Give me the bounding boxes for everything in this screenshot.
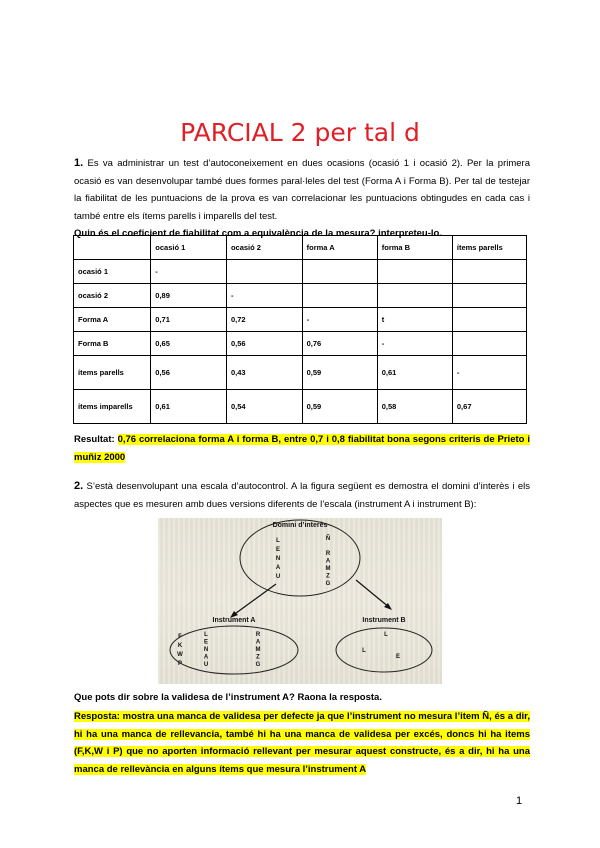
table-cell xyxy=(452,332,526,356)
table-row xyxy=(74,284,527,308)
diagram-letter: P xyxy=(177,661,183,667)
table-cell xyxy=(452,284,526,308)
question-2-prompt: Que pots dir sobre la validesa de l’instrument A? Raona la resposta. xyxy=(74,692,382,703)
diagram-letter: F xyxy=(178,634,182,640)
question-2-number: 2. xyxy=(74,480,84,492)
table-row-label: ocasió 2 xyxy=(74,284,151,308)
domain-letters-col1 xyxy=(276,538,281,580)
diagram-letter: M xyxy=(255,647,261,653)
table-row xyxy=(74,260,527,284)
arrow-to-a xyxy=(232,584,276,616)
table-cell: - xyxy=(151,260,227,284)
result-paragraph xyxy=(74,431,530,466)
table-cell: 0,59 xyxy=(302,356,377,390)
instrument-a-ellipse xyxy=(170,626,298,674)
table-cell xyxy=(377,260,452,284)
table-cell: - xyxy=(302,308,377,332)
question-2-text: S’està desenvolupant una escala d’autocontrol. A la figura següent es demostra el domini d’interès i els aspectes que es mesuren amb dues versions diferents de l’escala (instrument A i instrument B): xyxy=(74,481,531,510)
table-cell xyxy=(226,260,302,284)
diagram-letter: U xyxy=(203,662,209,668)
domain-letters-col2 xyxy=(326,535,331,587)
table-cell: 0,67 xyxy=(452,390,526,424)
table-header-cell: ítems parells xyxy=(452,236,526,260)
table-row xyxy=(74,332,527,356)
domain-diagram xyxy=(158,518,442,684)
page-title: PARCIAL 2 per tal d xyxy=(180,118,420,147)
page-number: 1 xyxy=(516,795,523,807)
instrument-a-label: Instrument A xyxy=(212,617,256,624)
instrument-b-label: Instrument B xyxy=(362,617,406,624)
answer-text: Resposta: mostra una manca de validesa per defecte ja que l’instrument no mesura l’item Ñ, és a dir, hi ha una manca de rellevancia, també hi ha una manca de validesa per excés, doncs hi ha items (F,K,W i P) que no aporten informació rellevant per mesurar aquest constructe, és a dir, hi ha una manca de rellevància en alguns ítems que mesura l’instrument A xyxy=(74,711,530,775)
table-cell xyxy=(377,284,452,308)
diagram-letter: A xyxy=(203,654,209,661)
instrument-a-letters-col2 xyxy=(256,632,261,668)
diagram-letter: W xyxy=(177,652,183,658)
diagram-letter: A xyxy=(325,558,331,565)
diagram-letter: G xyxy=(325,581,331,587)
table-cell: 0,65 xyxy=(151,332,227,356)
diagram-letter: N xyxy=(203,647,209,653)
table-row xyxy=(74,356,527,390)
diagram-letter: A xyxy=(275,565,281,571)
table-cell: - xyxy=(226,284,302,308)
table-cell: 0,61 xyxy=(377,356,452,390)
table-cell: t xyxy=(377,308,452,332)
table-cell: 0,71 xyxy=(151,308,227,332)
table-row xyxy=(74,390,527,424)
diagram-letter: R xyxy=(325,551,331,557)
diagram-letter: L xyxy=(362,648,366,654)
table-row-label: ítems parells xyxy=(74,356,151,390)
diagram-letter: U xyxy=(275,574,281,580)
table-cell xyxy=(302,284,377,308)
table-cell: 0,43 xyxy=(226,356,302,390)
diagram-letter: A xyxy=(255,639,261,646)
table-row-label: ítems imparells xyxy=(74,390,151,424)
diagram-letter: E xyxy=(395,654,401,660)
diagram-letter: Ñ xyxy=(325,536,331,542)
diagram-letter: R xyxy=(255,632,261,638)
table-cell: 0,59 xyxy=(302,390,377,424)
diagram-letter: E xyxy=(275,547,281,553)
table-row-label: Forma A xyxy=(74,308,151,332)
question-1-number: 1. xyxy=(74,157,84,169)
diagram-letter: L xyxy=(276,538,280,544)
result-text: 0,76 correlaciona forma A i forma B, entre 0,7 i 0,8 fiabilitat bona segons criteris de Prieto i muñiz 2000 xyxy=(74,434,530,463)
instrument-a-letters-col1 xyxy=(204,632,209,668)
table-cell: 0,61 xyxy=(151,390,227,424)
diagram-letter: M xyxy=(325,566,331,572)
table-cell: - xyxy=(452,356,526,390)
domain-ellipse xyxy=(240,520,360,596)
table-cell: 0,56 xyxy=(151,356,227,390)
diagram-letter: N xyxy=(275,556,281,562)
result-label: Resultat: xyxy=(74,434,115,445)
table-cell: 0,76 xyxy=(302,332,377,356)
diagram-letter: E xyxy=(203,639,209,646)
table-cell xyxy=(452,308,526,332)
answer-paragraph xyxy=(74,708,530,778)
table-row-label: ocasió 1 xyxy=(74,260,151,284)
table-row xyxy=(74,308,527,332)
diagram-letter: K xyxy=(177,643,183,649)
arrow-to-b xyxy=(356,580,390,608)
table-cell: - xyxy=(377,332,452,356)
table-cell xyxy=(302,260,377,284)
instrument-b-letters xyxy=(362,632,400,660)
diagram-letter: L xyxy=(384,632,388,638)
diagram-letter: Z xyxy=(256,654,260,661)
instrument-a-extra-letters xyxy=(177,634,183,667)
question-1-prompt: Quin és el coeficient de fiabilitat com a equivalència de la mesura? interpreteu-lo. xyxy=(74,228,442,239)
table-header-cell: ocasió 1 xyxy=(151,236,227,260)
table-cell: 0,54 xyxy=(226,390,302,424)
table-cell: 0,72 xyxy=(226,308,302,332)
table-header-cell xyxy=(74,236,151,260)
question-1-text: Es va administrar un test d’autoconeixement en dues ocasions (ocasió 1 i ocasió 2). Per la primera ocasió es van desenvolupar també dues formes paral·leles del test (Forma A i Forma B). Per tal de testejar la fiabilitat de les puntuacions de la prova es van correlacionar les puntuacions obtingudes en cada cas i també entre els ítems parells i imparells del test. xyxy=(74,158,530,222)
question-1 xyxy=(74,155,530,243)
correlation-table xyxy=(73,235,527,424)
table-header-cell: forma A xyxy=(302,236,377,260)
table-cell xyxy=(452,260,526,284)
table-header-cell: ocasió 2 xyxy=(226,236,302,260)
table-cell: 0,89 xyxy=(151,284,227,308)
question-2 xyxy=(74,478,530,513)
diagram-letter: L xyxy=(204,632,208,638)
table-header-cell: forma B xyxy=(377,236,452,260)
table-row-label: Forma B xyxy=(74,332,151,356)
domain-label: Domini d’interès xyxy=(272,522,328,529)
table-header-row xyxy=(74,236,527,260)
table-cell: 0,56 xyxy=(226,332,302,356)
diagram-letter: Z xyxy=(326,573,330,580)
table-cell: 0,58 xyxy=(377,390,452,424)
diagram-letter: G xyxy=(255,662,261,668)
